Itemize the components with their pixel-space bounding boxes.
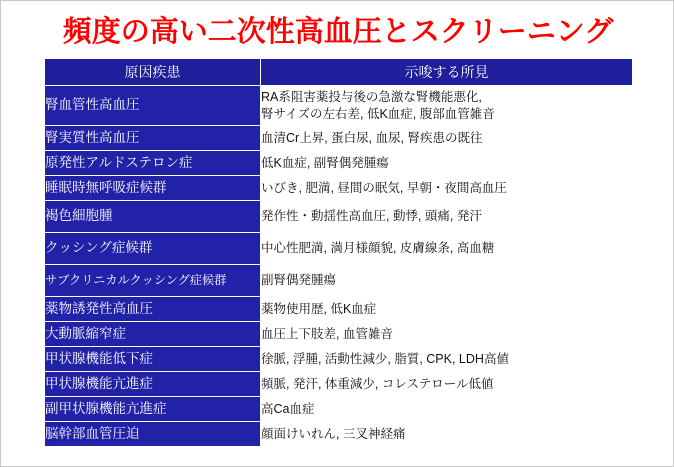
page-title: 頻度の高い二次性高血圧とスクリーニング [62, 16, 614, 48]
cell-finding: 徐脈, 浮腫, 活動性減少, 脂質, CPK, LDH高値 [261, 347, 633, 372]
cell-cause: サブクリニカルクッシング症候群 [45, 265, 261, 297]
table-row [45, 297, 633, 322]
table-row [45, 347, 633, 372]
cell-cause: 大動脈縮窄症 [45, 322, 261, 347]
table-row [45, 151, 633, 176]
cell-finding: 副腎偶発腫瘍 [261, 265, 633, 297]
cell-finding: 顔面けいれん, 三叉神経痛 [261, 422, 633, 447]
cell-cause: 甲状腺機能亢進症 [45, 372, 261, 397]
secondary-hypertension-table [44, 58, 632, 447]
table-row [45, 322, 633, 347]
cell-finding: 血圧上下肢差, 血管雑音 [261, 322, 633, 347]
cell-cause: 腎血管性高血圧 [45, 86, 261, 126]
cell-finding: 高Ca血症 [261, 397, 633, 422]
cell-cause: 腎実質性高血圧 [45, 126, 261, 151]
cell-finding: 血清Cr上昇, 蛋白尿, 血尿, 腎疾患の既往 [261, 126, 633, 151]
table-row [45, 126, 633, 151]
cell-finding: 薬物使用歴, 低K血症 [261, 297, 633, 322]
table-row [45, 201, 633, 233]
cell-cause: 褐色細胞腫 [45, 201, 261, 233]
cell-finding: いびき, 肥満, 昼間の眠気, 早朝・夜間高血圧 [261, 176, 633, 201]
cell-cause: 副甲状腺機能亢進症 [45, 397, 261, 422]
table-row [45, 233, 633, 265]
table-row [45, 397, 633, 422]
finding-line: RA系阻害薬投与後の急激な腎機能悪化, [261, 90, 482, 105]
cell-finding: 発作性・動揺性高血圧, 動悸, 頭痛, 発汗 [261, 201, 633, 233]
cell-finding: 頻脈, 発汗, 体重減少, コレステロール低値 [261, 372, 633, 397]
cell-cause: 甲状腺機能低下症 [45, 347, 261, 372]
table-row [45, 86, 633, 126]
column-header-finding: 示唆する所見 [261, 59, 633, 86]
cell-cause: 脳幹部血管圧迫 [45, 422, 261, 447]
cell-cause: クッシング症候群 [45, 233, 261, 265]
cell-finding: 低K血症, 副腎偶発腫瘍 [261, 151, 633, 176]
cell-finding [261, 86, 633, 126]
cell-finding: 中心性肥満, 満月様顔貌, 皮膚線条, 高血糖 [261, 233, 633, 265]
table-row [45, 422, 633, 447]
table-row [45, 176, 633, 201]
column-header-cause: 原因疾患 [45, 59, 261, 86]
table-header-row [45, 59, 633, 86]
table-row [45, 372, 633, 397]
table-row [45, 265, 633, 297]
cell-cause: 原発性アルドステロン症 [45, 151, 261, 176]
table [44, 58, 633, 447]
cell-cause: 薬物誘発性高血圧 [45, 297, 261, 322]
finding-line: 腎サイズの左右差, 低K血症, 腹部血管雑音 [261, 106, 495, 121]
cell-cause: 睡眠時無呼吸症候群 [45, 176, 261, 201]
